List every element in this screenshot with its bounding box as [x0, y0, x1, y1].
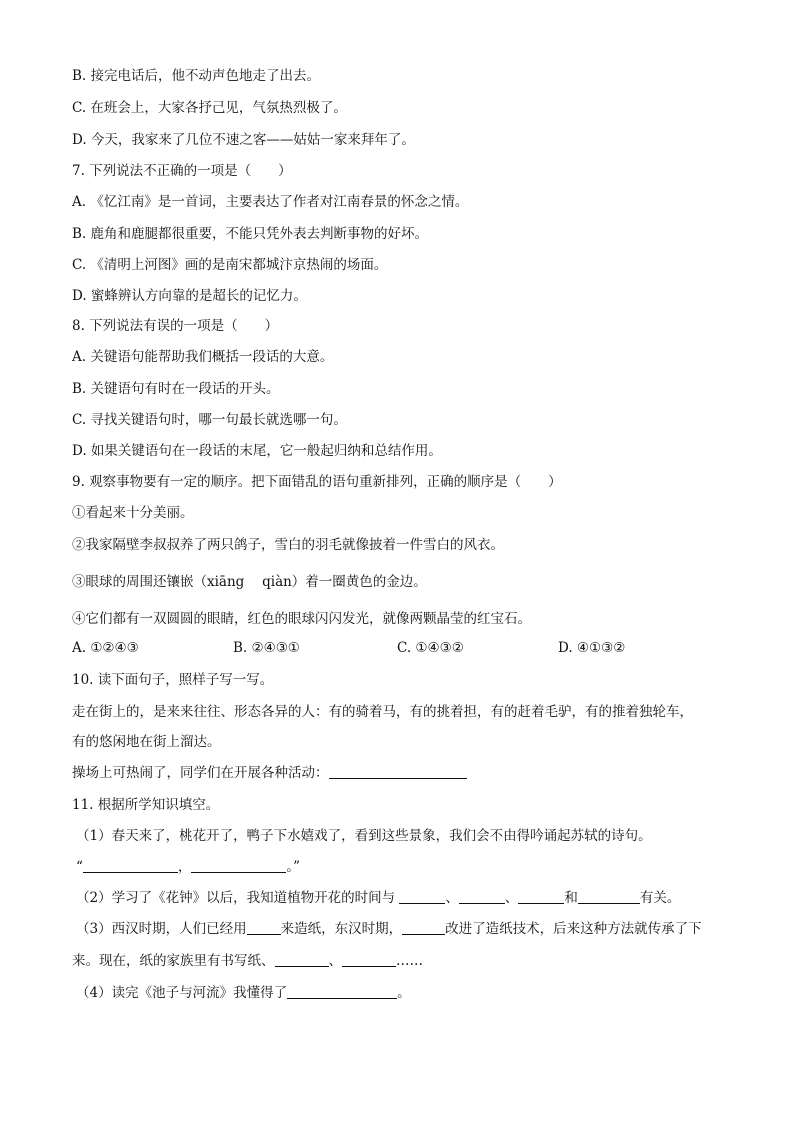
- q10-task-text: 操场上可热闹了，同学们在开展各种活动：: [72, 765, 329, 781]
- q11-3-blank-3[interactable]: [275, 952, 329, 967]
- q11-2-blank-2[interactable]: [459, 889, 505, 904]
- q11-3-text-a: （3）西汉时期，人们已经用: [76, 921, 247, 937]
- q11-3-blank-4[interactable]: [342, 952, 396, 967]
- close-quote: 。”: [286, 859, 301, 875]
- q11-2-blank-3[interactable]: [518, 889, 564, 904]
- q11-2-end: 有关。: [639, 890, 681, 906]
- q6-option-b: B. 接完电话后，他不动声色地走了出去。: [72, 68, 321, 84]
- question-9: 9. 观察事物要有一定的顺序。把下面错乱的语句重新排列，正确的顺序是（ ）: [72, 474, 562, 490]
- q7-option-c: C. 《清明上河图》画的是南宋都城汴京热闹的场面。: [72, 257, 388, 273]
- q11-1-answer-line: [76, 857, 300, 877]
- question-8: 8. 下列说法有误的一项是（ ）: [72, 318, 279, 334]
- q9-option-d: D. ④①③②: [558, 640, 626, 656]
- comma: ，: [177, 859, 192, 875]
- q9-sentence-1: ①看起来十分美丽。: [72, 505, 194, 521]
- q11-4-text: （4）读完《池子与河流》我懂得了: [76, 985, 288, 1001]
- open-quote: “: [76, 859, 83, 875]
- q9-option-a: A. ①②④③: [72, 640, 139, 656]
- q9-option-b: B. ②④③①: [233, 640, 300, 656]
- q11-3-blank-1[interactable]: [247, 920, 281, 935]
- q7-option-b: B. 鹿角和鹿腿都很重要，不能只凭外表去判断事物的好坏。: [72, 226, 429, 242]
- q11-3-blank-2[interactable]: [402, 920, 445, 935]
- q9-sentence-2: ②我家隔壁李叔叔养了两只鸽子，雪白的羽毛就像披着一件雪白的风衣。: [72, 537, 504, 553]
- q11-4-end: 。: [397, 985, 411, 1001]
- q9-sentence-4: ④它们都有一双圆圆的眼睛，红色的眼球闪闪发光，就像两颗晶莹的红宝石。: [72, 611, 531, 627]
- question-10: 10. 读下面句子，照样子写一写。: [72, 672, 274, 688]
- and-text: 和: [564, 890, 578, 906]
- q6-option-c: C. 在班会上，大家各抒己见，气氛热烈极了。: [72, 100, 347, 116]
- q11-3-line-2: [72, 951, 423, 971]
- q11-2-line: [76, 888, 680, 908]
- q10-example-line-2: 有的悠闲地在街上溜达。: [72, 734, 221, 750]
- q11-3-text-b: 来造纸，东汉时期，: [280, 921, 403, 937]
- q11-2-blank-1[interactable]: [399, 889, 445, 904]
- ellipsis: ……: [396, 953, 423, 969]
- q11-4-blank[interactable]: [287, 984, 397, 999]
- q9-sentence-3: ③眼球的周围还镶嵌（xiāng qiàn）着一圈黄色的金边。: [72, 574, 427, 590]
- q11-4-line: [76, 983, 411, 1003]
- q8-option-a: A. 关键语句能帮助我们概括一段话的大意。: [72, 349, 334, 365]
- q11-1-blank-1[interactable]: [83, 858, 178, 873]
- q11-3-text-d: 来。现在，纸的家族里有书写纸、: [72, 953, 275, 969]
- q7-option-d: D. 蜜蜂辨认方向靠的是超长的记忆力。: [72, 288, 307, 304]
- q11-3-text-c: 改进了造纸技术，后来这种方法就传承了下: [445, 921, 702, 937]
- q6-option-d: D. 今天，我家来了几位不速之客——姑姑一家来拜年了。: [72, 132, 415, 148]
- q8-option-b: B. 关键语句有时在一段话的开头。: [72, 381, 280, 397]
- question-11: 11. 根据所学知识填空。: [72, 797, 220, 813]
- q11-1-line: （1）春天来了，桃花开了，鸭子下水嬉戏了，看到这些景象，我们会不由得吟诵起苏轼的诗句。: [76, 828, 652, 844]
- separator: 、: [504, 890, 519, 906]
- q11-3-line-1: [76, 919, 702, 939]
- separator: 、: [445, 890, 459, 906]
- q10-example-line-1: 走在街上的，是来来往往、形态各异的人：有的骑着马，有的挑着担，有的赶着毛驴，有的推着独轮车，: [72, 704, 693, 720]
- q11-2-text: （2）学习了《花钟》以后，我知道植物开花的时间与: [76, 890, 400, 906]
- q10-task-line: [72, 763, 467, 783]
- q9-option-c: C. ①④③②: [397, 640, 464, 656]
- question-7: 7. 下列说法不正确的一项是（ ）: [72, 163, 292, 179]
- q11-1-blank-2[interactable]: [191, 858, 286, 873]
- q10-answer-blank[interactable]: [329, 764, 467, 779]
- q11-2-blank-4[interactable]: [578, 889, 640, 904]
- q8-option-d: D. 如果关键语句在一段话的末尾，它一般起归纳和总结作用。: [72, 443, 442, 459]
- q8-option-c: C. 寻找关键语句时，哪一句最长就选哪一句。: [72, 412, 347, 428]
- separator: 、: [328, 953, 342, 969]
- q7-option-a: A. 《忆江南》是一首词，主要表达了作者对江南春景的怀念之情。: [72, 194, 469, 210]
